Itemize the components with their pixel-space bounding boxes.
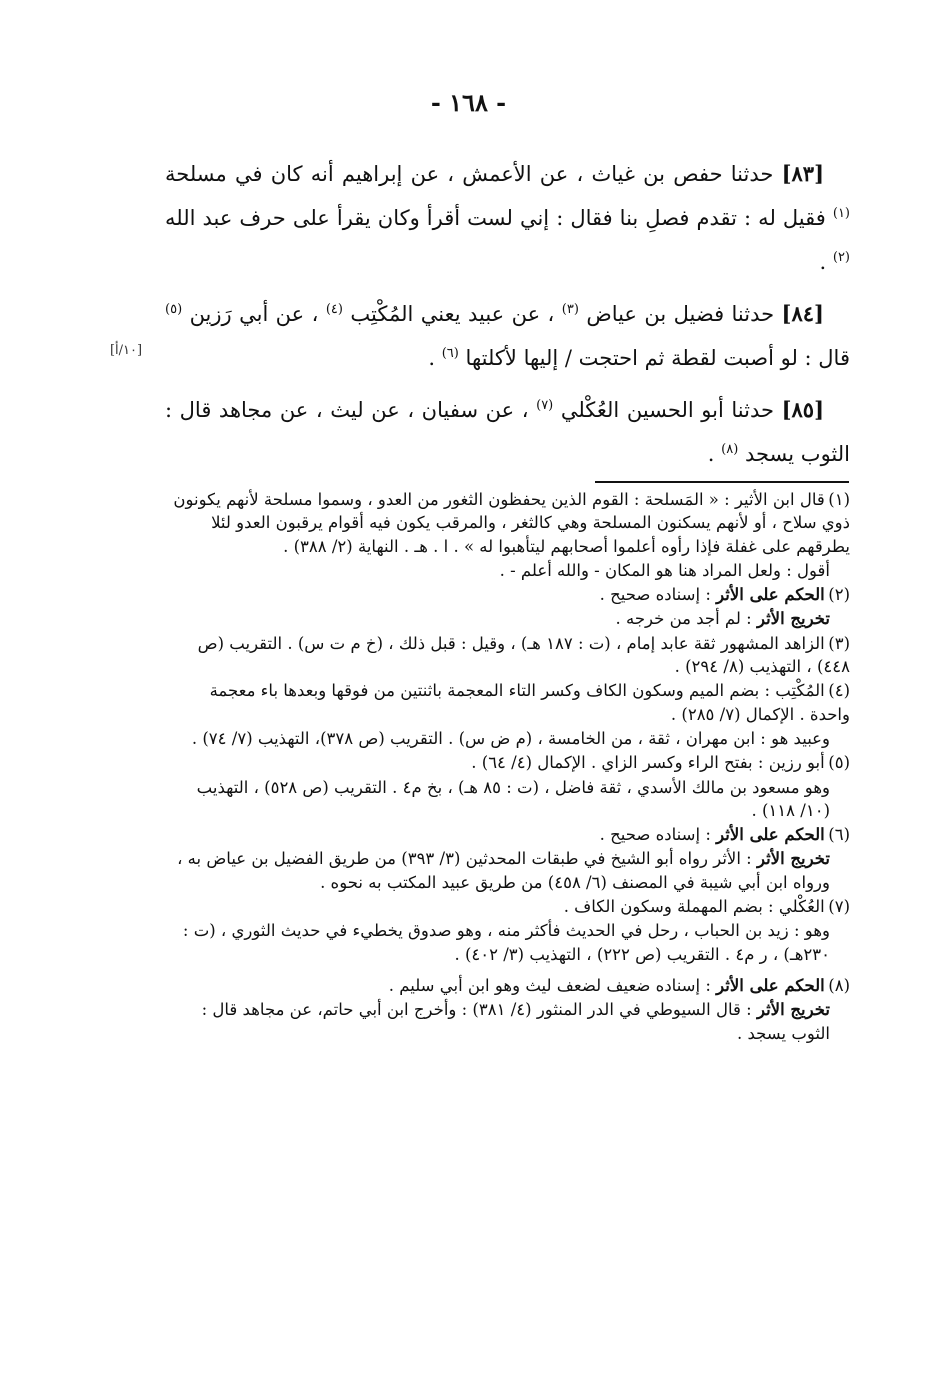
entry-text: حدثنا حفص بن غياث ، عن الأعمش ، عن إبراهيم أنه كان في مسلحة (165, 162, 774, 186)
footnote-ref[interactable]: (٣) (561, 302, 579, 317)
footnote-ref[interactable]: (٧) (536, 398, 554, 413)
footnote-text: الزاهد المشهور ثقة عابد إمام ، (ت : ١٨٧ هـ) ، وقيل : قبل ذلك ، (خ م ت س) . التقريب (ص ٤٤٨) ، التهذيب (٨/ ٢٩٤) . (197, 633, 850, 677)
footnote-marker: (٤) (828, 681, 850, 701)
manuscript-folio-note: [١٠/أ] (109, 343, 143, 358)
entry-number: [٨٣] (781, 161, 824, 186)
takhrij-line (165, 998, 850, 1045)
footnote-note: وهو مسعود بن مالك الأسدي ، ثقة فاضل ، (ت : ٨٥ هـ) ، بخ م٤ . التقريب (ص ٥٢٨) ، التهذيب (١٠/ ١١٨) . (196, 777, 830, 820)
takhrij-text: : الأثر رواه أبو الشيخ في طبقات المحدثين (٣/ ٣٩٣) من طريق الفضيل بن عياض به ، ورواه ابن أبي شيبة في المصنف (٦/ ٤٥٨) من طريق عبيد المكتب به نحوه . (177, 849, 830, 892)
entry-text: قال : لو أصبت لقطة ثم احتجت / إليها لأكلتها (465, 346, 850, 370)
footnote-marker: (٦) (828, 825, 850, 845)
entry-text: ، عن سفيان ، عن ليث ، عن مجاهد قال : الثوب يسجد (165, 398, 850, 466)
hukm-label: الحكم على الأثر (716, 975, 825, 995)
takhrij-text: : لم أجد من خرجه . (615, 609, 752, 629)
entry-number: [٨٤] (781, 301, 824, 326)
hukm-label: الحكم على الأثر (716, 585, 825, 605)
entry-text: حدثنا أبو الحسين العُكْلي (560, 398, 774, 422)
takhrij-text: : قال السيوطي في الدر المنثور (٤/ ٣٨١) : وأخرج ابن أبي حاتم، عن مجاهد قال : الثوب يسجد . (201, 1000, 830, 1043)
footnote-ref[interactable]: (٢) (832, 250, 850, 265)
hukm-label: الحكم على الأثر (716, 825, 825, 845)
footnote-7 (165, 895, 850, 918)
footnote-marker: (٨) (828, 975, 850, 995)
footnote-note: وهو : زيد بن الحباب ، رحل في الحديث فأكثر منه ، وهو صدوق يخطيء في حديث الثوري ، (ت : ٢٣٠هـ) ، ر م٤ . التقريب (ص ٢٢٢) ، التهذيب (٣/ ٤٠٢) . (182, 921, 830, 964)
entry-text: حدثنا فضيل بن عياض (586, 302, 775, 326)
entry-text: ، عن أبي رَزين (189, 302, 319, 326)
main-text (165, 152, 850, 484)
footnote-marker: (٣) (828, 633, 850, 653)
footnote-marker: (٢) (828, 585, 850, 605)
entry-number: [٨٥] (781, 397, 824, 422)
footnote-5 (165, 751, 850, 774)
takhrij-line (165, 847, 850, 894)
footnote-ref[interactable]: (١) (832, 206, 850, 221)
takhrij-label: تخريج الأثر (756, 849, 830, 869)
footnotes (165, 488, 850, 1046)
footnote-divider (595, 481, 849, 483)
entry-end: . (428, 346, 436, 370)
footnote-2 (165, 583, 850, 606)
entry-84 (165, 292, 850, 380)
entry-end: . (707, 442, 715, 466)
footnote-marker: (٥) (828, 753, 850, 773)
footnote-1 (165, 488, 850, 558)
footnote-text: العُكْلي : بضم المهملة وسكون الكاف . (563, 897, 825, 917)
footnote-8 (165, 974, 850, 997)
footnote-ref[interactable]: (٥) (165, 302, 183, 317)
footnote-text: قال ابن الأثير : « المَسلحة : القوم الذين يحفظون الثغور من العدو ، وسموا مسلحة لأنهم يكونون ذوي سلاح ، أو لأنهم يسكنون المسلحة وهي كالثغر ، والمرقب يكون فيه أقوام يرقبون العدو لئلا يطرقهم على غفلة فإذا رأوه أعلموا أصحابهم ليتأهبوا له » . ا . هـ . النهاية (٢/ ٣٨٨) . (173, 490, 850, 556)
takhrij-label: تخريج الأثر (756, 609, 830, 629)
takhrij-label: تخريج الأثر (756, 1000, 830, 1020)
entry-83 (165, 152, 850, 284)
footnote-text: المُكْتِب : بضم الميم وسكون الكاف وكسر التاء المعجمة باثنتين من فوقها وبعدها باء معجمة واحدة . الإكمال (٧/ ٢٨٥) . (209, 681, 850, 724)
page-number: - ١٦٨ - (430, 88, 507, 117)
entry-text: ، عن عبيد يعني المُكْتِب (350, 302, 555, 326)
entry-85 (165, 388, 850, 476)
footnote-4 (165, 679, 850, 726)
footnote-marker: (١) (828, 490, 850, 509)
entry-end: . (819, 250, 827, 274)
footnote-3 (165, 632, 850, 679)
footnote-ref[interactable]: (٦) (441, 346, 459, 361)
footnote-ref[interactable]: (٤) (325, 302, 343, 317)
hukm-text: : إسناده صحيح . (599, 825, 711, 845)
hukm-text: : إسناده ضعيف لضعف ليث وهو ابن أبي سليم . (388, 975, 711, 995)
footnote-6 (165, 823, 850, 846)
takhrij-line (165, 607, 850, 630)
entry-text: فقيل له : تقدم فصلِ بنا فقال : إني لست أقرأ وكان يقرأ على حرف عبد الله (165, 206, 826, 230)
footnote-note: وعبيد هو : ابن مهران ، ثقة ، من الخامسة ، (م ض س) . التقريب (ص ٣٧٨)، التهذيب (٧/ ٧٤) . (191, 728, 830, 748)
footnote-note: أقول : ولعل المراد هنا هو المكان - والله أعلم - . (499, 560, 830, 580)
footnote-ref[interactable]: (٨) (721, 442, 739, 457)
footnote-text: أبو رزين : بفتح الراء وكسر الزاي . الإكمال (٤/ ٦٤) . (471, 753, 825, 773)
footnote-marker: (٧) (828, 897, 850, 917)
hukm-text: : إسناده صحيح . (599, 585, 711, 605)
